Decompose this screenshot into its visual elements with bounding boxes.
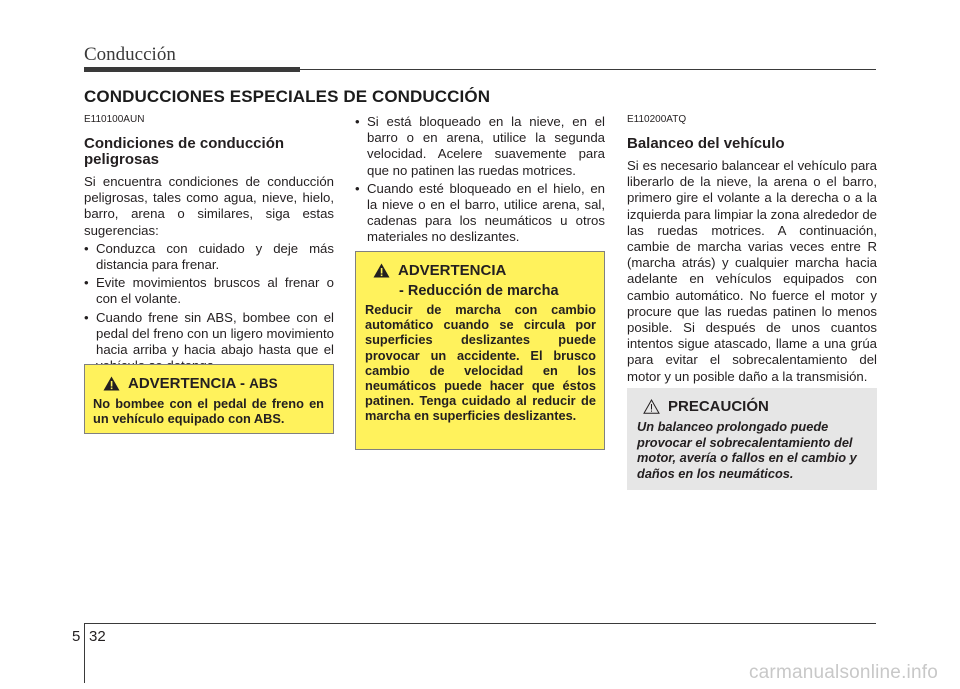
body-paragraph: Si es necesario balancear el vehículo para liberarlo de la nieve, la arena o el barro, primero gire el volante a la derecha o a la izquierda para limpiar la zona alrededor de las ruedas motrices. A continuación, cambie de marcha varias veces entre R (marcha atrás) y cualquier marcha hacia adelante en vehículos equipados con cambio automático. No fuerce el motor y procure que las ruedas patinen lo menos posible. Si después de unos cuantos intentos sigue atascado, llame a una grúa para evitar el sobrecalentamiento del motor y un posible daño a la transmisión.: [627, 158, 877, 384]
list-item: • Cuando frene sin ABS, bombee con el pedal del freno con un ligero movimiento hacia arriba y hacia abajo hasta que el: [84, 310, 334, 375]
warning-title: ADVERTENCIA -: [128, 375, 250, 392]
header-bar: [84, 67, 300, 72]
section-code: E110200ATQ: [627, 114, 687, 125]
warning-header: [373, 262, 596, 279]
column-3: [627, 114, 877, 385]
list-item: • Cuando esté bloqueado en el hielo, en la nieve o en el barro, utilice arena, sal, cadenas para los neumáticos u otros materiales no deslizantes.: [355, 181, 605, 246]
section-heading: Balanceo del vehículo: [627, 135, 785, 152]
caution-triangle-icon: [643, 399, 660, 414]
chapter-title: Conducción: [84, 44, 176, 65]
chapter-number: 5: [72, 628, 81, 645]
warning-box-abs: [84, 364, 334, 434]
warning-box-downshift: [355, 251, 605, 450]
list-item: • Evite movimientos bruscos al frenar o con el volante.: [84, 275, 334, 307]
column-2: [355, 114, 605, 248]
warning-triangle-icon: [103, 376, 120, 391]
warning-subtitle: - Reducción de marcha: [399, 283, 559, 299]
list-item: • Conduzca con cuidado y deje más distancia para frenar.: [84, 241, 334, 273]
warning-text: Reducir de marcha con cambio automático cuando se circula por superficies deslizantes puede provocar un accidente. El brusco cambio de velocidad en los neumáticos puede hacer que éstos patinen. Tenga cuidado al reducir de marcha en superficies deslizantes.: [365, 302, 596, 424]
section-heading: Condiciones de conducción peligrosas: [84, 135, 285, 168]
caution-text: Un balanceo prolongado puede provocar el sobrecalentamiento del motor, avería o fallos en el cambio y daños en los neumáticos.: [637, 419, 857, 481]
footer-rule: [84, 623, 876, 624]
footer-divider: [84, 623, 85, 683]
warning-header: [103, 375, 324, 392]
caution-title: PRECAUCIÓN: [668, 398, 769, 415]
bullet-list: [84, 241, 334, 375]
warning-triangle-icon: [373, 263, 390, 278]
page-number: 32: [89, 628, 106, 645]
warning-subtitle: ABS: [249, 376, 278, 391]
intro-paragraph: Si encuentra condiciones de conducción peligrosas, tales como agua, nieve, hielo, barro, arena o similares, siga estas sugerencias:: [84, 174, 334, 238]
caution-header: [643, 398, 869, 415]
caution-box: [627, 388, 877, 490]
warning-title: ADVERTENCIA: [398, 262, 507, 279]
column-1: [84, 114, 334, 376]
watermark: carmanualsonline.info: [748, 662, 938, 683]
warning-text: No bombee con el pedal de freno en un vehículo equipado con ABS.: [93, 396, 324, 427]
section-title: CONDUCCIONES ESPECIALES DE CONDUCCIÓN: [84, 87, 491, 106]
bullet-list: [355, 114, 605, 246]
header-rule: [300, 69, 876, 70]
list-item: • Si está bloqueado en la nieve, en el barro o en arena, utilice la segunda velocidad. Acelere suavemente para que no patinen las ruedas motrices.: [355, 114, 605, 179]
section-code: E110100AUN: [84, 114, 145, 125]
